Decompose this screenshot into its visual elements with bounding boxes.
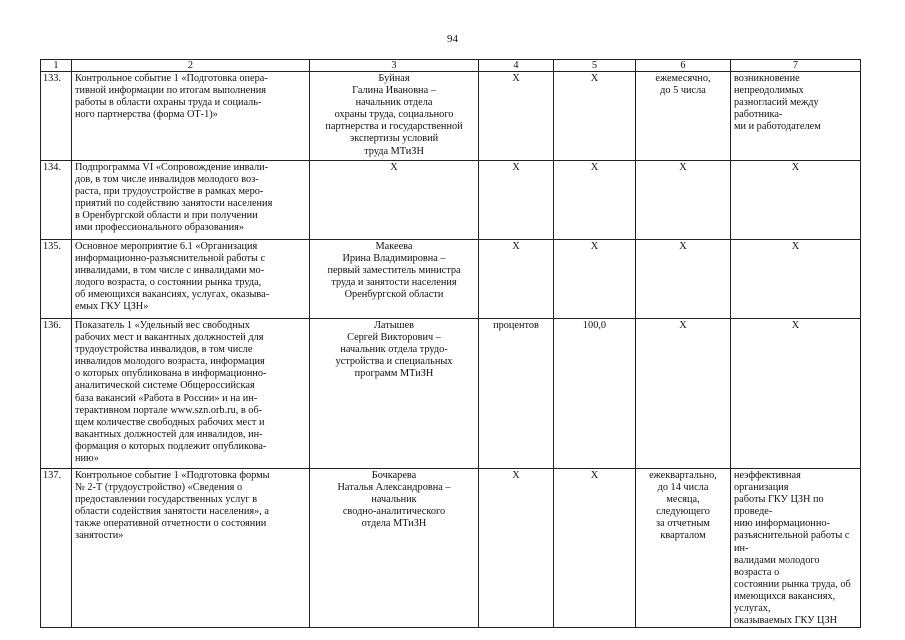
row-number: 137. xyxy=(41,469,72,628)
responsible-person: Макеева Ирина Владимировна – первый заместитель министра труда и занятости населения Оренбургской области xyxy=(310,240,479,319)
col-header-2: 2 xyxy=(72,60,310,72)
value-cell: Х xyxy=(554,240,636,319)
unit-cell: Х xyxy=(479,240,554,319)
risk-cell: возникновение непреодолимых разногласий между работника- ми и работодателем xyxy=(731,72,861,161)
unit-cell: Х xyxy=(479,161,554,240)
table-row xyxy=(41,319,861,469)
col-header-6: 6 xyxy=(636,60,731,72)
event-name: Подпрограмма VI «Сопровождение инвали- дов, в том числе инвалидов молодого воз- раста, при трудоустройстве в рамках меро- приятий по содействию занятости населения в Оренбургской области и при получении ими профессионального образования» xyxy=(72,161,310,240)
value-cell: Х xyxy=(554,72,636,161)
deadline-cell: Х xyxy=(636,240,731,319)
value-cell: Х xyxy=(554,161,636,240)
responsible-person: Латышев Сергей Викторович – начальник отдела трудо- устройства и специальных программ МТиЗН xyxy=(310,319,479,469)
page-number: 94 xyxy=(447,33,458,45)
col-header-5: 5 xyxy=(554,60,636,72)
deadline-cell: Х xyxy=(636,319,731,469)
risk-cell: Х xyxy=(731,319,861,469)
event-name: Основное мероприятие 6.1 «Организация информационно-разъяснительной работы с инвалидами, в том числе с инвалидами мо- лодого возраста, о состоянии рынка труда, об имеющихся вакансиях, услугах, оказыва- емых ГКУ ЦЗН» xyxy=(72,240,310,319)
unit-cell: Х xyxy=(479,72,554,161)
unit-cell: процентов xyxy=(479,319,554,469)
event-name: Показатель 1 «Удельный вес свободных рабочих мест и вакантных должностей для трудоустройства инвалидов, в том числе инвалидов молодого возраста, информация о которых опубликована в информационно- аналитической системе Общероссийская база вакансий «Работа в России» и на ин- терактивном портале www.szn.orb.ru, в об- щем количестве свободных рабочих мест и вакантных должностей для инвалидов, ин- формация о которых подлежит опубликова- нию» xyxy=(72,319,310,469)
table-row xyxy=(41,240,861,319)
header-row xyxy=(41,60,861,72)
row-number: 136. xyxy=(41,319,72,469)
deadline-cell: Х xyxy=(636,161,731,240)
plan-table xyxy=(40,59,861,628)
deadline-cell: ежемесячно, до 5 числа xyxy=(636,72,731,161)
col-header-4: 4 xyxy=(479,60,554,72)
event-name: Контрольное событие 1 «Подготовка опера- тивной информации по итогам выполнения работы в области охраны труда и социаль- ного партнерства (форма ОТ-1)» xyxy=(72,72,310,161)
unit-cell: Х xyxy=(479,469,554,628)
row-number: 133. xyxy=(41,72,72,161)
value-cell: Х xyxy=(554,469,636,628)
table-row xyxy=(41,161,861,240)
responsible-person: Х xyxy=(310,161,479,240)
value-cell: 100,0 xyxy=(554,319,636,469)
event-name: Контрольное событие 1 «Подготовка формы № 2-Т (трудоустройство) «Сведения о предоставлении государственных услуг в области содействия занятости населения», а также оперативной отчетности о состоянии занятости» xyxy=(72,469,310,628)
row-number: 135. xyxy=(41,240,72,319)
responsible-person: Буйная Галина Ивановна – начальник отдела охраны труда, социального партнерства и государственной экспертизы условий труда МТиЗН xyxy=(310,72,479,161)
col-header-3: 3 xyxy=(310,60,479,72)
col-header-1: 1 xyxy=(41,60,72,72)
table-row xyxy=(41,469,861,628)
responsible-person: Бочкарева Наталья Александровна – начальник сводно-аналитического отдела МТиЗН xyxy=(310,469,479,628)
deadline-cell: ежеквартально, до 14 числа месяца, следующего за отчетным кварталом xyxy=(636,469,731,628)
row-number: 134. xyxy=(41,161,72,240)
table-row xyxy=(41,72,861,161)
risk-cell: Х xyxy=(731,161,861,240)
col-header-7: 7 xyxy=(731,60,861,72)
risk-cell: Х xyxy=(731,240,861,319)
risk-cell: неэффективная организация работы ГКУ ЦЗН по проведе- нию информационно- разъяснительной работы с ин- валидами молодого возраста о состоянии рынка труда, об имеющихся вакансиях, услугах, оказываемых ГКУ ЦЗН xyxy=(731,469,861,628)
